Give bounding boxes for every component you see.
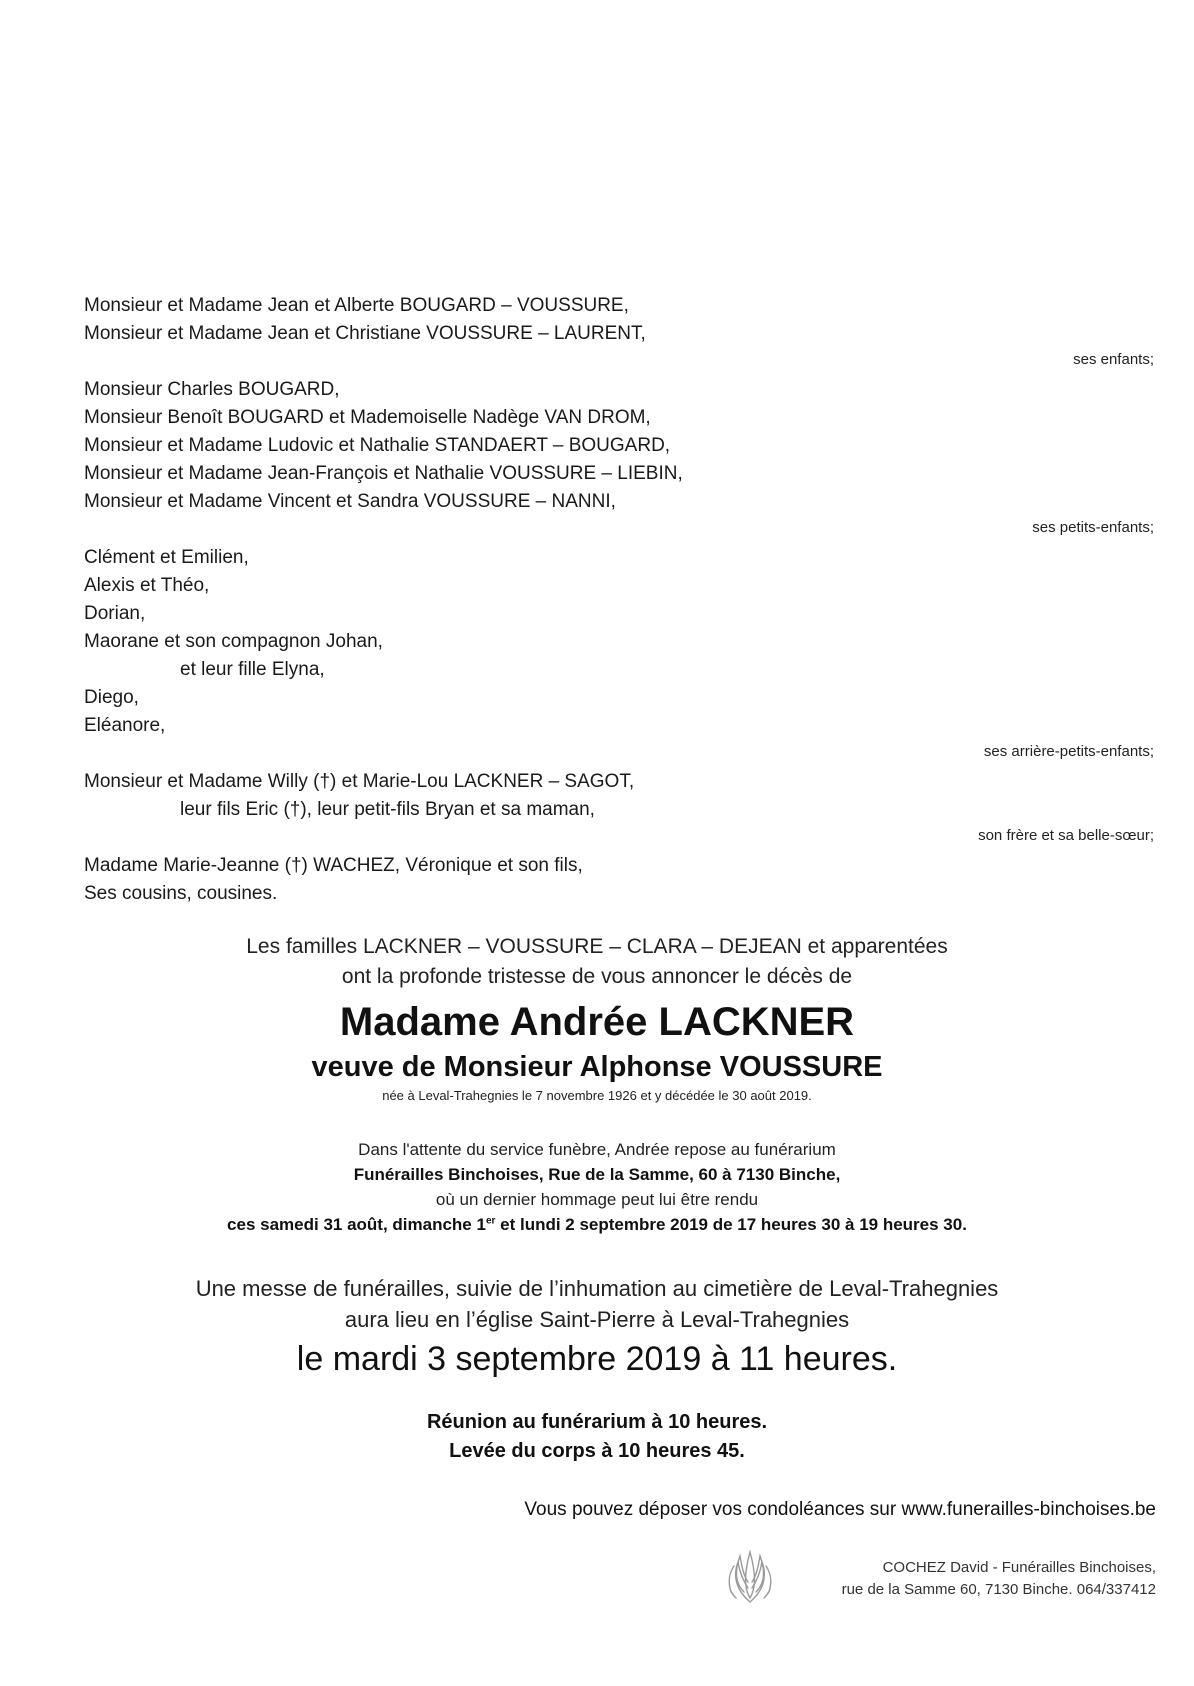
- ordinal-suffix: er: [485, 1215, 496, 1227]
- family-role-label: ses petits-enfants;: [1032, 519, 1154, 536]
- levee-line: Levée du corps à 10 heures 45.: [449, 1440, 745, 1462]
- family-line: Monsieur Charles BOUGARD,: [84, 379, 340, 400]
- family-role-label: son frère et sa belle-sœur;: [978, 827, 1154, 844]
- family-line: Monsieur et Madame Jean-François et Nathalie VOUSSURE – LIEBIN,: [84, 463, 683, 484]
- reunion-line: Réunion au funérarium à 10 heures.: [426, 1411, 768, 1433]
- widow-of: veuve de Monsieur Alphonse VOUSSURE: [311, 1051, 883, 1083]
- visitation-text: ces samedi 31 août, dimanche 1: [227, 1215, 486, 1234]
- family-group-great-grandchildren: [84, 544, 1154, 762]
- family-line: Monsieur et Madame Willy (†) et Marie-Lou LACKNER – SAGOT,: [84, 771, 635, 792]
- family-line: Monsieur et Madame Vincent et Sandra VOUSSURE – NANNI,: [84, 491, 616, 512]
- family-line: Monsieur Benoît BOUGARD et Mademoiselle Nadège VAN DROM,: [84, 407, 651, 428]
- intro-line: Les familles LACKNER – VOUSSURE – CLARA – DEJEAN et apparentées: [246, 935, 948, 958]
- family-line: Monsieur et Madame Jean et Alberte BOUGARD – VOUSSURE,: [84, 295, 629, 316]
- deceased-name: Madame Andrée LACKNER: [339, 1000, 855, 1044]
- family-line: leur fils Eric (†), leur petit-fils Bryan et sa maman,: [180, 799, 595, 820]
- family-group-siblings: [84, 768, 1154, 846]
- schedule-info: [0, 1408, 1194, 1466]
- funerarium-info: [0, 1137, 1194, 1237]
- family-line: Clément et Emilien,: [84, 547, 249, 568]
- footer-line: rue de la Samme 60, 7130 Binche. 064/337412: [841, 1581, 1156, 1598]
- family-line: Eléanore,: [84, 715, 166, 736]
- funeral-date: le mardi 3 septembre 2019 à 11 heures.: [296, 1340, 898, 1378]
- mass-line: aura lieu en l’église Saint-Pierre à Leval-Trahegnies: [344, 1307, 850, 1332]
- family-group-children: [84, 292, 1154, 370]
- family-line: Alexis et Théo,: [84, 575, 210, 596]
- family-list: [84, 292, 1154, 908]
- service-line: Dans l'attente du service funèbre, Andrée repose au funérarium: [358, 1140, 836, 1159]
- flame-hands-logo-icon: [718, 1548, 782, 1606]
- family-line: Monsieur et Madame Jean et Christiane VOUSSURE – LAURENT,: [84, 323, 646, 344]
- family-role-label: ses arrière-petits-enfants;: [983, 743, 1154, 760]
- visitation-text: et lundi 2 septembre 2019 de 17 heures 30 à 19 heures 30.: [495, 1215, 967, 1234]
- service-line: où un dernier hommage peut lui être rendu: [435, 1190, 759, 1209]
- family-line: et leur fille Elyna,: [180, 659, 325, 680]
- family-role-label: ses enfants;: [1073, 351, 1154, 368]
- family-line: Ses cousins, cousines.: [84, 883, 278, 904]
- footer-line: COCHEZ David - Funérailles Binchoises,: [882, 1559, 1156, 1576]
- funerarium-address: Funérailles Binchoises, Rue de la Samme, 60 à 7130 Binche,: [353, 1165, 841, 1184]
- mass-line: Une messe de funérailles, suivie de l’inhumation au cimetière de Leval-Trahegnies: [195, 1276, 999, 1301]
- family-group-cousins: [84, 852, 1154, 908]
- intro-line: ont la profonde tristesse de vous annoncer le décès de: [341, 965, 853, 988]
- family-line: Madame Marie-Jeanne (†) WACHEZ, Véronique et son fils,: [84, 855, 583, 876]
- family-line: Monsieur et Madame Ludovic et Nathalie STANDAERT – BOUGARD,: [84, 435, 671, 456]
- family-line: Diego,: [84, 687, 139, 708]
- family-group-grandchildren: [84, 376, 1154, 538]
- announcement-intro: [0, 932, 1194, 992]
- family-line: Dorian,: [84, 603, 146, 624]
- mass-info: [0, 1273, 1194, 1335]
- funeral-home-footer: [842, 1557, 1156, 1601]
- family-line: Maorane et son compagnon Johan,: [84, 631, 383, 652]
- visitation-dates: [0, 1212, 1194, 1237]
- condolences-link[interactable]: Vous pouvez déposer vos condoléances sur www.funerailles-binchoises.be: [524, 1499, 1156, 1520]
- birth-death-dates: née à Leval-Trahegnies le 7 novembre 1926 et y décédée le 30 août 2019.: [382, 1088, 812, 1103]
